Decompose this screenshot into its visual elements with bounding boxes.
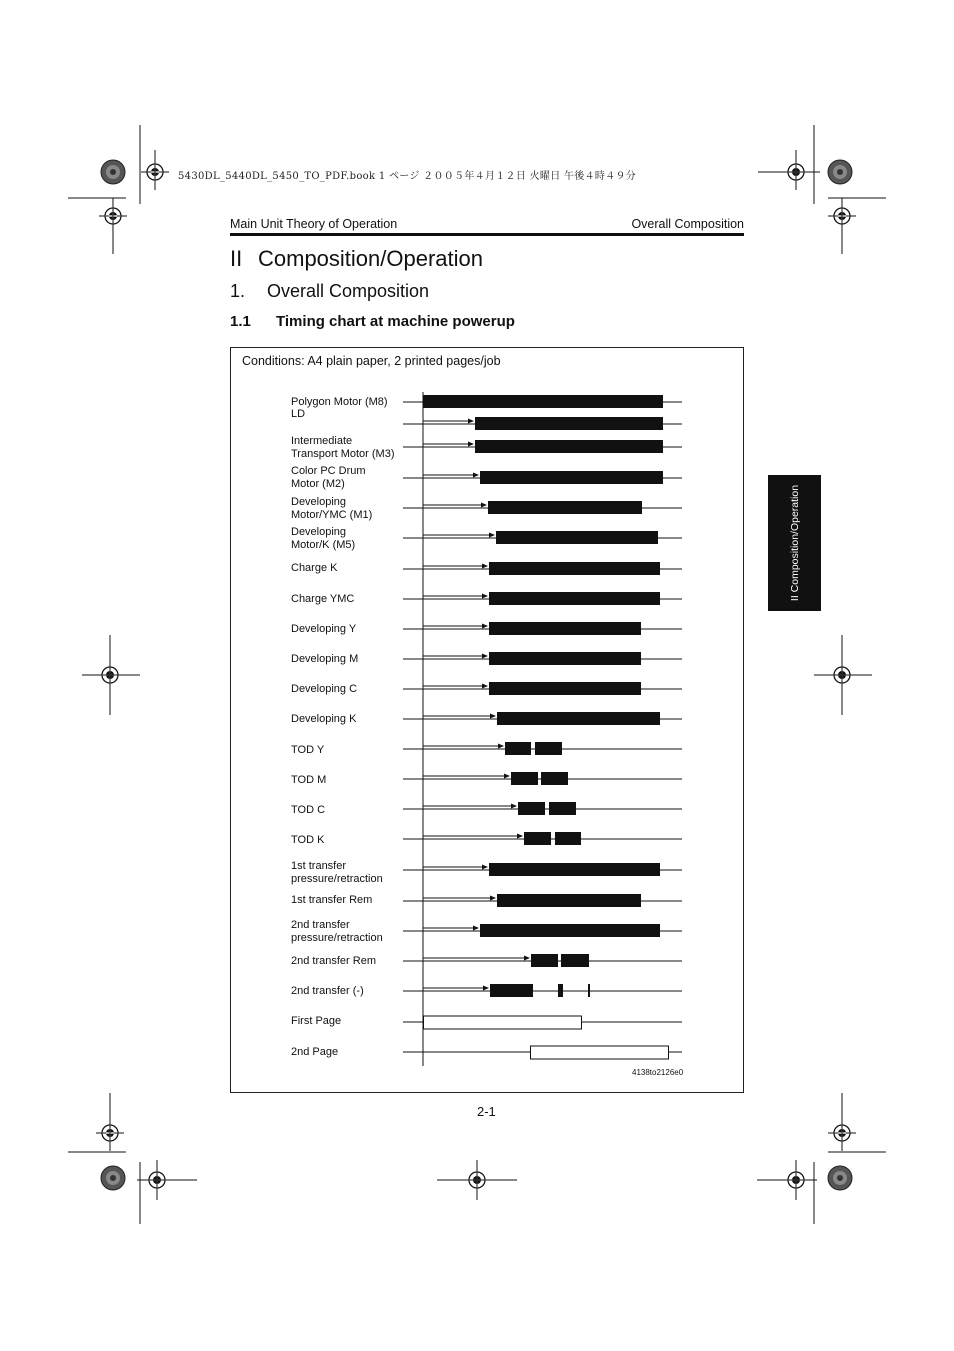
- signal-on-bar: [480, 471, 663, 484]
- signal-label: Developing K: [291, 713, 357, 725]
- figure-id: 4138to2126e0: [632, 1068, 684, 1077]
- start-arrow-head: [483, 986, 489, 991]
- signal-on-bar: [505, 742, 531, 755]
- book-file-info: 5430DL_5440DL_5450_TO_PDF.book 1 ページ ２００５年４月１２日 火曜日 午後４時４９分: [178, 171, 637, 182]
- signal-on-bar: [511, 772, 538, 785]
- start-arrow-head: [517, 834, 523, 839]
- signal-label: 2nd transfer Rem: [291, 955, 376, 967]
- signal-on-bar: [518, 802, 545, 815]
- part-number: II: [230, 246, 243, 271]
- signal-on-bar: [423, 395, 663, 408]
- start-arrow-head: [481, 503, 487, 508]
- start-arrow-head: [468, 442, 474, 447]
- signal-label: 2nd Page: [291, 1046, 339, 1058]
- subsection-title: Timing chart at machine powerup: [276, 313, 515, 330]
- section-title: Overall Composition: [267, 281, 430, 301]
- start-arrow-head: [498, 744, 504, 749]
- start-arrow-head: [473, 926, 479, 931]
- signal-on-bar: [535, 742, 562, 755]
- signal-label: Developing Motor/K (M5): [291, 526, 356, 551]
- signal-label: TOD C: [291, 804, 326, 816]
- signal-on-bar: [489, 622, 641, 635]
- start-arrow-head: [511, 804, 517, 809]
- start-arrow-head: [482, 684, 488, 689]
- signal-on-bar: [558, 984, 563, 997]
- header-right: Overall Composition: [631, 217, 744, 231]
- signal-on-bar: [497, 894, 641, 907]
- signal-on-bar: [531, 954, 558, 967]
- signal-label: 1st transfer pressure/retraction: [291, 860, 383, 885]
- signal-on-bar: [488, 501, 642, 514]
- start-arrow-head: [489, 533, 495, 538]
- signal-label: TOD K: [291, 834, 325, 846]
- signal-on-bar: [524, 832, 551, 845]
- signal-label: Developing Motor/YMC (M1): [291, 496, 373, 521]
- signal-label: 2nd transfer (-): [291, 985, 364, 997]
- signal-label: 2nd transfer pressure/retraction: [291, 919, 383, 944]
- signal-label: TOD M: [291, 774, 327, 786]
- signal-on-bar: [489, 592, 660, 605]
- signal-label: TOD Y: [291, 744, 325, 756]
- start-arrow-head: [468, 419, 474, 424]
- header-left: Main Unit Theory of Operation: [230, 217, 398, 231]
- signal-on-bar: [475, 440, 663, 453]
- signal-label: Developing Y: [291, 623, 357, 635]
- signal-label: Developing M: [291, 653, 359, 665]
- figure-conditions: Conditions: A4 plain paper, 2 printed pages/job: [242, 354, 501, 368]
- signal-on-bar: [489, 652, 641, 665]
- start-arrow-head: [482, 624, 488, 629]
- signal-label: Charge K: [291, 562, 338, 574]
- side-tab: [768, 475, 821, 611]
- signal-on-bar: [541, 772, 568, 785]
- signal-on-bar: [475, 417, 663, 430]
- signal-label: First Page: [291, 1015, 342, 1027]
- start-arrow-head: [482, 564, 488, 569]
- side-tab-label: II Composition/Operation: [788, 484, 801, 602]
- signal-on-bar: [489, 562, 660, 575]
- signal-on-bar: [489, 682, 641, 695]
- start-arrow-head: [524, 956, 530, 961]
- start-arrow-head: [473, 473, 479, 478]
- part-title: Composition/Operation: [258, 246, 484, 271]
- signal-on-bar: [549, 802, 576, 815]
- signal-label: 1st transfer Rem: [291, 894, 373, 906]
- page-number: 2-1: [477, 1104, 496, 1119]
- start-arrow-head: [482, 865, 488, 870]
- signal-label: Color PC Drum Motor (M2): [291, 465, 366, 490]
- signal-on-bar: [588, 984, 590, 997]
- signal-on-bar: [490, 984, 533, 997]
- signal-label: LD: [291, 408, 306, 420]
- signal-label: Developing C: [291, 683, 358, 695]
- start-arrow-head: [504, 774, 510, 779]
- start-arrow-head: [490, 714, 496, 719]
- start-arrow-head: [490, 896, 496, 901]
- signal-on-bar: [561, 954, 589, 967]
- signal-on-bar: [497, 712, 660, 725]
- signal-label: Charge YMC: [291, 593, 355, 605]
- signal-on-bar: [489, 863, 660, 876]
- subsection-number: 1.1: [230, 313, 251, 330]
- page-period-bar: [424, 1016, 582, 1029]
- signal-on-bar: [496, 531, 658, 544]
- start-arrow-head: [482, 654, 488, 659]
- start-arrow-head: [482, 594, 488, 599]
- page-period-bar: [531, 1046, 669, 1059]
- section-number: 1.: [230, 281, 246, 301]
- signal-label: Intermediate Transport Motor (M3): [291, 435, 395, 460]
- signal-on-bar: [480, 924, 660, 937]
- signal-on-bar: [555, 832, 581, 845]
- signal-label: Polygon Motor (M8): [291, 396, 388, 408]
